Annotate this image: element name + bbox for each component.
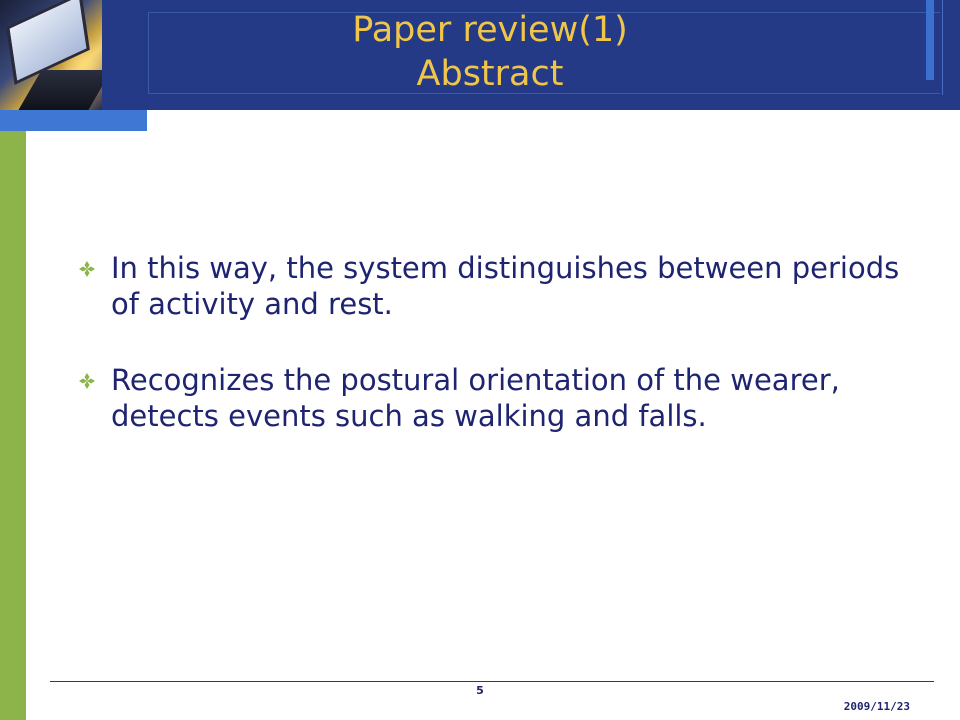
four-diamond-bullet-icon [78, 260, 96, 278]
header-accent-line [942, 0, 943, 95]
bullet-text: In this way, the system distinguishes between periods of activity and rest. [111, 251, 900, 321]
accent-block [0, 110, 147, 131]
left-sidebar-bar [0, 131, 26, 720]
slide-content [78, 250, 918, 474]
footer-divider [50, 681, 934, 682]
computer-monitor-picture [0, 0, 102, 110]
footer-date: 2009/11/23 [843, 700, 910, 713]
page-number: 5 [476, 684, 484, 697]
slide-title [160, 8, 820, 96]
four-diamond-bullet-icon [78, 372, 96, 390]
header-accent-bar [926, 0, 934, 80]
title-line-1: Paper review(1) [352, 10, 628, 50]
title-line-2: Abstract [416, 54, 564, 94]
bullet-text: Recognizes the postural orientation of the wearer, detects events such as walking and falls. [111, 363, 840, 433]
bullet-item [78, 250, 918, 322]
bullet-item [78, 362, 918, 434]
